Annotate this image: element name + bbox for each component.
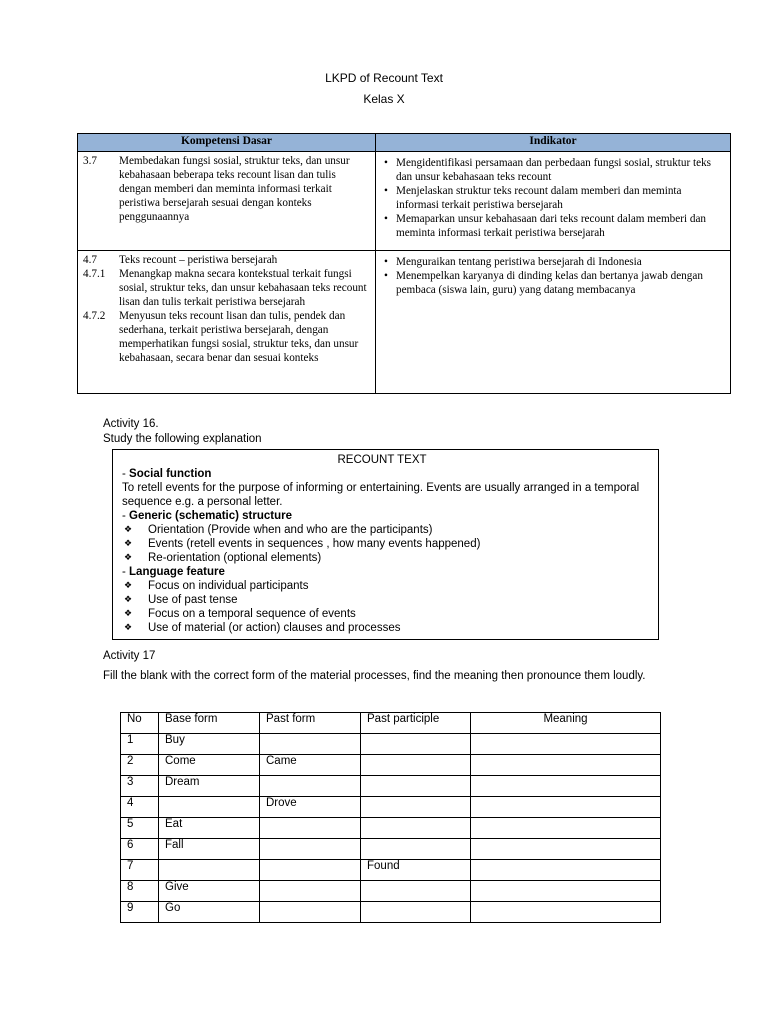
table-row bbox=[121, 734, 661, 755]
structure-item-text: Orientation (Provide when and who are the participants) bbox=[148, 524, 433, 536]
cell-no: 1 bbox=[121, 734, 159, 755]
header-meaning: Meaning bbox=[471, 713, 661, 734]
table-row bbox=[121, 860, 661, 881]
kd-entry bbox=[78, 251, 375, 267]
header-base-form: Base form bbox=[159, 713, 260, 734]
competency-table bbox=[77, 133, 731, 394]
language-item-text: Focus on a temporal sequence of events bbox=[148, 608, 356, 620]
indicator-item: • Menempelkan karyanya di dinding kelas dan bertanya jawab dengan pembaca (siswa lain, guru) yang datang membacanya bbox=[396, 269, 724, 297]
kd-entry bbox=[78, 152, 375, 224]
cell-base-form[interactable]: Eat bbox=[159, 818, 260, 839]
cell-no: 4 bbox=[121, 797, 159, 818]
diamond-bullet-icon: ❖ bbox=[124, 553, 133, 563]
cell-base-form[interactable] bbox=[159, 797, 260, 818]
cell-past-participle[interactable] bbox=[361, 902, 471, 923]
recount-heading: RECOUNT TEXT bbox=[337, 454, 427, 466]
kd-text: Membedakan fungsi sosial, struktur teks, dan unsur kebahasaan beberapa teks recount lisan dan tulis dengan memberi dan meminta informasi terkait peristiwa bersejarah sesuai dengan konteks penggunaannya bbox=[119, 155, 350, 223]
cell-past-form[interactable] bbox=[260, 776, 361, 797]
structure-heading bbox=[122, 509, 650, 523]
language-item bbox=[122, 593, 650, 607]
language-item bbox=[122, 579, 650, 593]
diamond-bullet-icon: ❖ bbox=[124, 539, 133, 549]
cell-base-form[interactable]: Fall bbox=[159, 839, 260, 860]
diamond-bullet-icon: ❖ bbox=[124, 623, 133, 633]
kd-cell-row1 bbox=[78, 152, 376, 251]
document-subtitle: Kelas X bbox=[363, 92, 405, 106]
header-kompetensi-dasar: Kompetensi Dasar bbox=[78, 134, 376, 152]
cell-past-form[interactable] bbox=[260, 860, 361, 881]
language-item bbox=[122, 607, 650, 621]
cell-past-form[interactable]: Drove bbox=[260, 797, 361, 818]
verb-forms-table bbox=[120, 712, 661, 923]
structure-label: Generic (schematic) structure bbox=[129, 510, 293, 522]
cell-past-participle[interactable]: Found bbox=[361, 860, 471, 881]
table-row bbox=[121, 755, 661, 776]
indicator-item: • Memaparkan unsur kebahasaan dari teks recount dalam memberi dan meminta informasi terkait peristiwa bersejarah bbox=[396, 212, 724, 240]
table-row bbox=[121, 776, 661, 797]
cell-past-participle[interactable] bbox=[361, 839, 471, 860]
cell-past-form[interactable] bbox=[260, 881, 361, 902]
structure-item bbox=[122, 523, 650, 537]
language-item bbox=[122, 621, 650, 635]
diamond-bullet-icon: ❖ bbox=[124, 581, 133, 591]
language-item-text: Use of past tense bbox=[148, 594, 238, 606]
cell-no: 9 bbox=[121, 902, 159, 923]
indicator-item: • Menjelaskan struktur teks recount dalam memberi dan meminta informasi terkait peristiwa bersejarah bbox=[396, 184, 724, 212]
cell-past-form[interactable] bbox=[260, 818, 361, 839]
cell-meaning[interactable] bbox=[471, 881, 661, 902]
indicator-cell-row2 bbox=[376, 251, 731, 394]
language-item-text: Use of material (or action) clauses and processes bbox=[148, 622, 401, 634]
diamond-bullet-icon: ❖ bbox=[124, 525, 133, 535]
table-row bbox=[121, 839, 661, 860]
cell-meaning[interactable] bbox=[471, 860, 661, 881]
activity-17-instruction: Fill the blank with the correct form of the material processes, find the meaning then pronounce them loudly. bbox=[103, 670, 646, 682]
cell-past-participle[interactable] bbox=[361, 881, 471, 902]
language-feature-heading bbox=[122, 565, 650, 579]
indicator-item: • Mengidentifikasi persamaan dan perbedaan fungsi sosial, struktur teks dan unsur kebahasaan teks recount bbox=[396, 156, 724, 184]
cell-meaning[interactable] bbox=[471, 818, 661, 839]
header-no: No bbox=[121, 713, 159, 734]
indicator-list bbox=[376, 251, 730, 297]
section-prefix: - bbox=[122, 468, 130, 480]
section-prefix: - bbox=[122, 566, 130, 578]
cell-base-form[interactable]: Come bbox=[159, 755, 260, 776]
kd-text: Menangkap makna secara kontekstual terkait fungsi sosial, struktur teks, dan unsur kebahasaan teks recount lisan dan tulis terkait peristiwa bersejarah bbox=[119, 268, 367, 308]
kd-text: Teks recount – peristiwa bersejarah bbox=[119, 254, 278, 266]
kd-text: Menyusun teks recount lisan dan tulis, pendek dan sederhana, terkait peristiwa bersejarah, dengan memperhatikan fungsi sosial, struktur teks, dan unsur kebahasaan, secara benar dan sesuai konteks bbox=[119, 310, 359, 364]
table-row bbox=[121, 881, 661, 902]
cell-past-form[interactable] bbox=[260, 902, 361, 923]
cell-past-form[interactable]: Came bbox=[260, 755, 361, 776]
kd-entry bbox=[78, 309, 375, 365]
cell-past-form[interactable] bbox=[260, 734, 361, 755]
cell-no: 7 bbox=[121, 860, 159, 881]
cell-meaning[interactable] bbox=[471, 755, 661, 776]
cell-meaning[interactable] bbox=[471, 902, 661, 923]
diamond-bullet-icon: ❖ bbox=[124, 595, 133, 605]
cell-past-participle[interactable] bbox=[361, 755, 471, 776]
indicator-item: • Menguraikan tentang peristiwa bersejarah di Indonesia bbox=[396, 255, 724, 269]
language-item-text: Focus on individual participants bbox=[148, 580, 309, 592]
social-function-label: Social function bbox=[129, 468, 212, 480]
kd-entry bbox=[78, 267, 375, 309]
cell-base-form[interactable]: Give bbox=[159, 881, 260, 902]
cell-past-participle[interactable] bbox=[361, 734, 471, 755]
activity-16-instruction: Study the following explanation bbox=[103, 433, 262, 445]
kd-number: 4.7 bbox=[83, 254, 97, 266]
header-indikator: Indikator bbox=[376, 134, 731, 152]
table-row bbox=[121, 902, 661, 923]
cell-base-form[interactable]: Buy bbox=[159, 734, 260, 755]
indicator-list bbox=[376, 152, 730, 240]
cell-past-participle[interactable] bbox=[361, 797, 471, 818]
table-header-row bbox=[121, 713, 661, 734]
table-row bbox=[121, 818, 661, 839]
section-prefix: - bbox=[122, 510, 130, 522]
cell-meaning[interactable] bbox=[471, 776, 661, 797]
cell-no: 8 bbox=[121, 881, 159, 902]
kd-number: 4.7.1 bbox=[83, 268, 106, 280]
cell-base-form[interactable]: Go bbox=[159, 902, 260, 923]
cell-base-form[interactable] bbox=[159, 860, 260, 881]
structure-item bbox=[122, 537, 650, 551]
cell-no: 2 bbox=[121, 755, 159, 776]
diamond-bullet-icon: ❖ bbox=[124, 609, 133, 619]
structure-item-text: Events (retell events in sequences , how many events happened) bbox=[148, 538, 481, 550]
cell-past-participle[interactable] bbox=[361, 818, 471, 839]
language-feature-label: Language feature bbox=[129, 566, 225, 578]
cell-past-form[interactable] bbox=[260, 839, 361, 860]
cell-base-form[interactable]: Dream bbox=[159, 776, 260, 797]
kd-number: 3.7 bbox=[83, 155, 97, 167]
cell-no: 5 bbox=[121, 818, 159, 839]
structure-item bbox=[122, 551, 650, 565]
header-past-participle: Past participle bbox=[361, 713, 471, 734]
activity-16-title: Activity 16. bbox=[103, 418, 159, 430]
document-title: LKPD of Recount Text bbox=[325, 71, 443, 85]
table-row bbox=[121, 797, 661, 818]
cell-meaning[interactable] bbox=[471, 797, 661, 818]
social-function-text: To retell events for the purpose of informing or entertaining. Events are usually arranged in a temporal sequence e.g. a personal letter. bbox=[122, 482, 640, 508]
cell-no: 3 bbox=[121, 776, 159, 797]
cell-past-participle[interactable] bbox=[361, 776, 471, 797]
kd-cell-row2 bbox=[78, 251, 376, 394]
cell-meaning[interactable] bbox=[471, 734, 661, 755]
kd-number: 4.7.2 bbox=[83, 310, 106, 322]
structure-item-text: Re-orientation (optional elements) bbox=[148, 552, 322, 564]
cell-no: 6 bbox=[121, 839, 159, 860]
indicator-cell-row1 bbox=[376, 152, 731, 251]
header-past-form: Past form bbox=[260, 713, 361, 734]
recount-text-box bbox=[112, 449, 659, 640]
social-function-heading bbox=[122, 467, 650, 481]
cell-meaning[interactable] bbox=[471, 839, 661, 860]
activity-17-title: Activity 17 bbox=[103, 650, 156, 662]
